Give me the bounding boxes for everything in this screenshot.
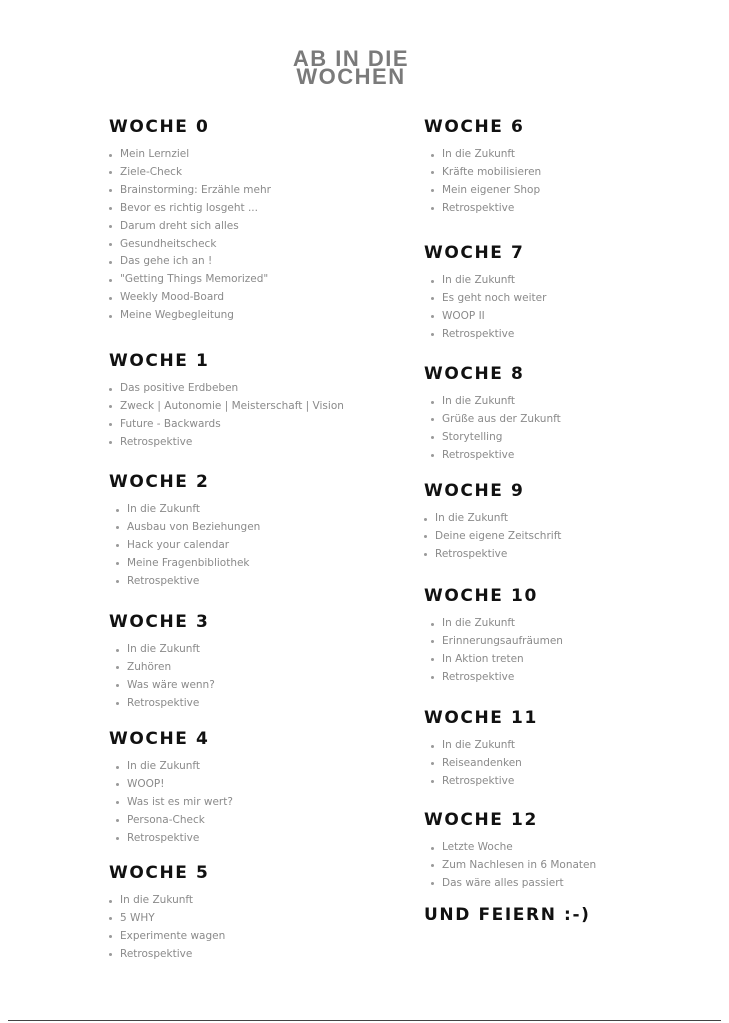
week-section — [109, 729, 233, 848]
week-heading: WOCHE 1 — [109, 351, 210, 371]
bullet-icon — [109, 207, 112, 210]
list-item — [424, 146, 541, 164]
week-item-list — [109, 146, 271, 325]
list-item-label: In die Zukunft — [127, 503, 201, 515]
bullet-icon — [431, 418, 434, 421]
list-item — [109, 555, 260, 573]
list-item — [424, 411, 561, 429]
week-heading: WOCHE 11 — [424, 708, 538, 728]
bullet-icon — [431, 154, 434, 157]
bullet-icon — [109, 171, 112, 174]
week-section — [424, 243, 546, 344]
list-item-label: In die Zukunft — [435, 512, 509, 524]
bullet-icon — [431, 882, 434, 885]
bullet-icon — [109, 189, 112, 192]
bullet-icon — [431, 847, 434, 850]
week-heading: WOCHE 2 — [109, 472, 210, 492]
list-item — [109, 812, 233, 830]
bullet-icon — [431, 401, 434, 404]
list-item-label: In die Zukunft — [127, 643, 201, 655]
week-item-list — [109, 892, 225, 964]
list-item — [109, 794, 233, 812]
list-item-label: Ausbau von Beziehungen — [127, 520, 261, 533]
bullet-icon — [109, 953, 112, 956]
list-item-label: Retrospektive — [127, 831, 200, 844]
list-item — [424, 773, 538, 791]
list-item — [109, 946, 225, 964]
list-item — [109, 398, 344, 416]
list-item — [109, 758, 233, 776]
list-item-label: Future - Backwards — [120, 417, 221, 430]
list-item-label: "Getting Things Memorized" — [120, 273, 269, 286]
bullet-icon — [109, 154, 112, 157]
list-item — [424, 308, 546, 326]
week-section — [424, 810, 596, 893]
list-item-label: In Aktion treten — [442, 652, 524, 665]
bullet-icon — [116, 526, 119, 529]
list-item — [109, 164, 271, 182]
list-item — [424, 393, 561, 411]
week-item-list — [424, 146, 541, 218]
list-item-label: Storytelling — [442, 430, 503, 443]
list-item-label: In die Zukunft — [442, 274, 516, 286]
list-item — [424, 875, 596, 893]
week-item-list — [424, 615, 563, 687]
list-item-label: WOOP II — [442, 309, 485, 322]
list-item — [424, 755, 538, 773]
bullet-icon — [109, 261, 112, 264]
list-item-label: Meine Fragenbibliothek — [127, 556, 250, 569]
bullet-icon — [116, 649, 119, 652]
bullet-icon — [424, 518, 427, 521]
bullet-icon — [431, 658, 434, 661]
list-item — [424, 290, 546, 308]
list-item — [424, 839, 596, 857]
bullet-icon — [116, 766, 119, 769]
week-item-list — [424, 393, 561, 465]
list-item — [109, 677, 215, 695]
list-item — [424, 528, 561, 546]
list-item — [424, 737, 538, 755]
bullet-icon — [424, 553, 427, 556]
week-section — [424, 708, 538, 791]
list-item-label: Gesundheitscheck — [120, 237, 217, 250]
bullet-icon — [431, 189, 434, 192]
list-item-label: Kräfte mobilisieren — [442, 165, 542, 178]
list-item-label: Retrospektive — [120, 435, 193, 448]
list-item-label: 5 WHY — [120, 911, 155, 924]
list-item — [424, 326, 546, 344]
list-item — [109, 182, 271, 200]
bullet-icon — [116, 562, 119, 565]
bullet-icon — [116, 837, 119, 840]
week-section — [109, 351, 344, 452]
list-item-label: Retrospektive — [442, 201, 515, 214]
list-item — [109, 695, 215, 713]
page-title-line-2: WOCHEN — [296, 64, 406, 89]
week-heading: WOCHE 8 — [424, 364, 525, 384]
bullet-icon — [431, 780, 434, 783]
bullet-icon — [109, 315, 112, 318]
list-item-label: Das wäre alles passiert — [442, 876, 564, 889]
list-item — [424, 200, 541, 218]
week-item-list — [424, 272, 546, 344]
week-item-list — [109, 758, 233, 848]
list-item-label: Mein Lernziel — [120, 148, 190, 160]
list-item-label: Mein eigener Shop — [442, 183, 541, 196]
list-item — [109, 537, 260, 555]
page-title — [0, 46, 702, 89]
week-heading: WOCHE 12 — [424, 810, 538, 830]
bullet-icon — [116, 801, 119, 804]
list-item-label: Erinnerungsaufräumen — [442, 634, 563, 647]
list-item — [424, 546, 561, 564]
list-item — [424, 633, 563, 651]
list-item — [424, 651, 563, 669]
bullet-icon — [431, 436, 434, 439]
list-item-label: Retrospektive — [127, 574, 200, 587]
list-item-label: Retrospektive — [442, 670, 515, 683]
bullet-icon — [109, 225, 112, 228]
list-item-label: Brainstorming: Erzähle mehr — [120, 183, 271, 196]
week-section — [109, 472, 260, 591]
list-item-label: Grüße aus der Zukunft — [442, 412, 561, 425]
week-heading: WOCHE 7 — [424, 243, 525, 263]
list-item — [109, 573, 260, 591]
week-heading: WOCHE 0 — [109, 117, 210, 137]
bullet-icon — [431, 454, 434, 457]
list-item-label: Retrospektive — [442, 327, 515, 340]
bullet-icon — [116, 666, 119, 669]
list-item-label: In die Zukunft — [442, 148, 516, 160]
week-item-list — [109, 380, 344, 452]
bullet-icon — [431, 171, 434, 174]
list-item-label: Retrospektive — [120, 947, 193, 960]
bullet-icon — [109, 243, 112, 246]
list-item-label: Experimente wagen — [120, 929, 226, 942]
bullet-icon — [109, 917, 112, 920]
week-item-list — [424, 737, 538, 791]
list-item — [109, 776, 233, 794]
list-item-label: Weekly Mood-Board — [120, 291, 225, 304]
list-item-label: Bevor es richtig losgeht ... — [120, 201, 258, 214]
bullet-icon — [109, 279, 112, 282]
bullet-icon — [431, 745, 434, 748]
bullet-icon — [109, 423, 112, 426]
list-item-label: In die Zukunft — [120, 894, 194, 906]
week-item-list — [424, 839, 596, 893]
list-item — [109, 289, 271, 307]
list-item-label: In die Zukunft — [442, 617, 516, 629]
list-item — [109, 380, 344, 398]
list-item — [109, 416, 344, 434]
list-item-label: In die Zukunft — [442, 739, 516, 751]
week-section — [424, 364, 561, 465]
week-heading: WOCHE 5 — [109, 863, 210, 883]
list-item — [424, 164, 541, 182]
bullet-icon — [116, 702, 119, 705]
list-item-label: Meine Wegbegleitung — [120, 309, 234, 322]
list-item-label: Was wäre wenn? — [127, 678, 215, 691]
list-item — [109, 519, 260, 537]
list-item — [109, 659, 215, 677]
list-item-label: Es geht noch weiter — [442, 291, 547, 304]
final-heading: UND FEIERN :-) — [424, 905, 591, 925]
bottom-divider — [8, 1020, 721, 1021]
list-item — [109, 271, 271, 289]
list-item-label: Zum Nachlesen in 6 Monaten — [442, 858, 597, 871]
week-section — [424, 481, 561, 564]
list-item-label: Das positive Erdbeben — [120, 382, 239, 394]
list-item — [424, 447, 561, 465]
bullet-icon — [116, 509, 119, 512]
bullet-icon — [109, 935, 112, 938]
list-item — [109, 200, 271, 218]
bullet-icon — [431, 623, 434, 626]
list-item — [109, 641, 215, 659]
bullet-icon — [116, 783, 119, 786]
list-item — [109, 501, 260, 519]
week-section — [109, 117, 271, 325]
bullet-icon — [116, 684, 119, 687]
list-item — [424, 857, 596, 875]
week-heading: WOCHE 9 — [424, 481, 525, 501]
bullet-icon — [431, 864, 434, 867]
bullet-icon — [431, 297, 434, 300]
list-item-label: Letzte Woche — [442, 841, 513, 853]
list-item — [109, 434, 344, 452]
list-item-label: Zuhören — [127, 660, 172, 673]
list-item — [109, 146, 271, 164]
bullet-icon — [431, 280, 434, 283]
bullet-icon — [431, 207, 434, 210]
list-item — [424, 429, 561, 447]
list-item-label: WOOP! — [127, 777, 165, 790]
list-item — [109, 910, 225, 928]
list-item — [424, 615, 563, 633]
list-item-label: Retrospektive — [435, 547, 508, 560]
bullet-icon — [109, 297, 112, 300]
week-section — [424, 117, 541, 218]
week-heading: WOCHE 4 — [109, 729, 210, 749]
list-item — [109, 236, 271, 254]
list-item-label: Deine eigene Zeitschrift — [435, 529, 562, 542]
list-item-label: Ziele-Check — [120, 165, 183, 178]
list-item — [424, 182, 541, 200]
bullet-icon — [109, 388, 112, 391]
week-section — [424, 586, 563, 687]
list-item-label: Was ist es mir wert? — [127, 795, 233, 808]
bullet-icon — [431, 333, 434, 336]
bullet-icon — [431, 762, 434, 765]
list-item-label: Zweck | Autonomie | Meisterschaft | Vision — [120, 399, 344, 412]
list-item-label: In die Zukunft — [127, 760, 201, 772]
bullet-icon — [109, 441, 112, 444]
week-section — [109, 612, 215, 713]
bullet-icon — [109, 900, 112, 903]
bullet-icon — [431, 315, 434, 318]
list-item-label: Das gehe ich an ! — [120, 255, 213, 268]
list-item — [424, 669, 563, 687]
list-item — [424, 272, 546, 290]
week-heading: WOCHE 6 — [424, 117, 525, 137]
week-item-list — [109, 641, 215, 713]
list-item — [109, 218, 271, 236]
list-item-label: Persona-Check — [127, 813, 205, 826]
bullet-icon — [116, 819, 119, 822]
week-item-list — [109, 501, 260, 591]
bullet-icon — [431, 676, 434, 679]
week-heading: WOCHE 10 — [424, 586, 538, 606]
list-item — [109, 253, 271, 271]
page-title-line-1: AB IN DIE — [292, 46, 410, 71]
bullet-icon — [109, 405, 112, 408]
list-item — [109, 928, 225, 946]
week-section — [109, 863, 225, 964]
bullet-icon — [424, 535, 427, 538]
list-item-label: Hack your calendar — [127, 538, 230, 551]
list-item — [109, 307, 271, 325]
bullet-icon — [431, 640, 434, 643]
week-item-list — [424, 510, 561, 564]
list-item — [424, 510, 561, 528]
list-item-label: Retrospektive — [442, 448, 515, 461]
list-item-label: In die Zukunft — [442, 395, 516, 407]
list-item-label: Retrospektive — [127, 696, 200, 709]
list-item — [109, 892, 225, 910]
bullet-icon — [116, 544, 119, 547]
list-item-label: Darum dreht sich alles — [120, 219, 239, 232]
list-item-label: Retrospektive — [442, 774, 515, 787]
week-heading: WOCHE 3 — [109, 612, 210, 632]
list-item — [109, 830, 233, 848]
bullet-icon — [116, 580, 119, 583]
list-item-label: Reiseandenken — [442, 756, 522, 769]
